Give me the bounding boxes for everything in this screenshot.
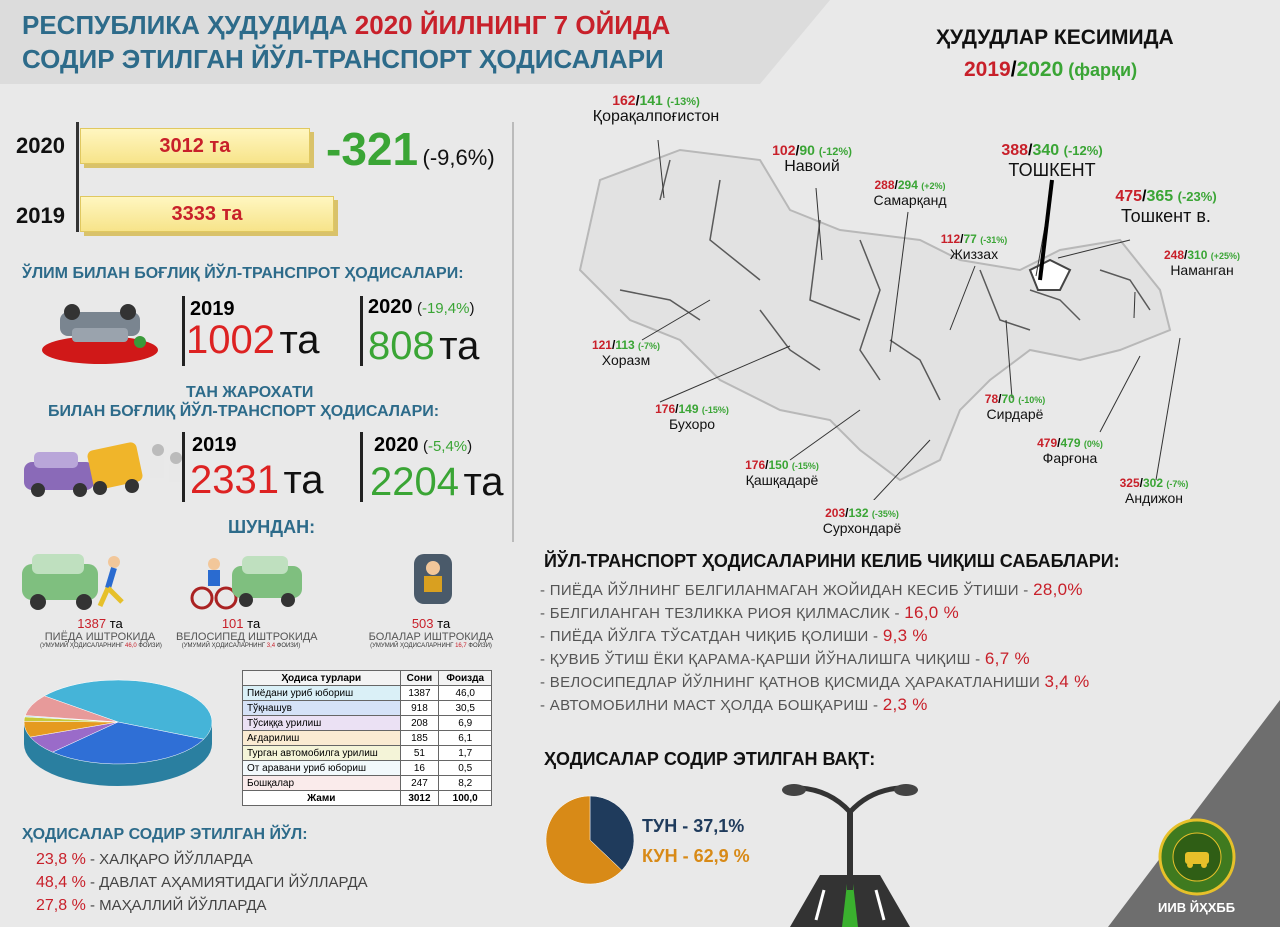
injuries-2019-value: 2331 та (190, 458, 324, 502)
injuries-2019-year: 2019 (192, 434, 237, 456)
uzbekistan-map (560, 120, 1210, 500)
shundan-item-children: 503 та БОЛАЛАР ИШТРОКИДА (УМУМИЙ ҲОДИСАЛАРНИНГ 16,7 ФОИЗИ) (368, 616, 494, 649)
street-lamp-road-illustration (770, 780, 930, 927)
region-values: 102/90 (-12%) (772, 142, 852, 158)
region-name: Сурхондарё (822, 520, 902, 536)
region-sir (985, 392, 1045, 422)
region-values: 479/479 (0%) (1037, 436, 1103, 450)
map-title: ҲУДУДЛАР КЕСИМИДА (936, 26, 1174, 49)
total-2020-bar: 3012 та (80, 128, 310, 164)
pedestrian-hit-icon (18, 548, 138, 614)
cause-item: - ПИЁДА ЙЎЛГА ТЎСАТДАН ЧИҚИБ ҚОЛИШИ - 9,3 % (540, 626, 928, 645)
region-name: Бухоро (668, 416, 716, 432)
region-jiz (941, 232, 1007, 262)
injuries-title-1: ТАН ЖАРОХАТИ (186, 384, 314, 401)
region-tosh (1001, 142, 1102, 181)
region-values: 121/113 (-7%) (591, 338, 661, 352)
child-seat-icon (408, 548, 460, 608)
diff-percent: (-9,6%) (422, 145, 495, 170)
total-2019-year: 2019 (16, 203, 65, 228)
page-title-line1: РЕСПУБЛИКА ҲУДУДИДА 2020 ЙИЛНИНГ 7 ОЙИДА (22, 10, 671, 40)
roads-item-international: 23,8 % - ХАЛҚАРО ЙЎЛЛАРДА (36, 851, 253, 868)
region-name: Самарқанд (873, 192, 947, 208)
region-values: 388/340 (-12%) (1001, 142, 1103, 159)
shundan-title: ШУНДАН: (228, 517, 316, 537)
region-name: Наманган (1170, 262, 1234, 278)
column-divider (512, 122, 514, 542)
region-name: Қашқадарё (745, 472, 819, 488)
region-name: Навоий (784, 158, 840, 175)
roads-item-local: 27,8 % - МАҲАЛЛИЙ ЙЎЛЛАРДА (36, 897, 267, 914)
time-title: ҲОДИСАЛАР СОДИР ЭТИЛГАН ВАҚТ: (544, 749, 876, 769)
region-name: ТОШКЕНТ (1008, 160, 1096, 180)
region-values: 78/70 (-10%) (984, 392, 1046, 406)
shundan-item-bicycle: 101 та ВЕЛОСИПЕД ИШТРОКИДА (УМУМИЙ ҲОДИСАЛАРНИНГ 3,4 ФОИЗИ) (176, 616, 318, 649)
day-night-pie (542, 792, 642, 892)
injuries-divider-2 (360, 432, 363, 502)
logo-caption: ИИВ ЙҲХББ (1158, 900, 1236, 915)
region-values: 288/294 (+2%) (874, 178, 946, 192)
roads-item-state: 48,4 % - ДАВЛАТ АҲАМИЯТИДАГИ ЙЎЛЛАРДА (36, 874, 368, 891)
cause-item: - ПИЁДА ЙЎЛНИНГ БЕЛГИЛАНМАГАН ЖОЙИДАН КЕСИБ ЎТИШИ - 28,0% (540, 580, 1083, 599)
region-values: 112/77 (-31%) (940, 232, 1008, 246)
region-values: 203/132 (-35%) (825, 506, 899, 520)
region-qash (745, 458, 819, 488)
region-values: 325/302 (-7%) (1119, 476, 1189, 490)
injuries-2020-year: 2020 (-5,4%) (374, 434, 473, 456)
injuries-title-2: БИЛАН БОҒЛИҚ ЙЎЛ-ТРАНСПОРТ ҲОДИСАЛАРИ: (48, 403, 440, 420)
region-values: 176/150 (-15%) (745, 458, 819, 472)
deaths-title: ЎЛИМ БИЛАН БОҒЛИҚ ЙЎЛ-ТРАНСПРОТ ҲОДИСАЛАРИ: (22, 265, 464, 282)
region-and (1120, 476, 1189, 506)
table-total-row: Жами 3012 100,0 (243, 791, 492, 806)
region-toshv (1115, 188, 1216, 227)
diff-value: -321 (326, 123, 419, 175)
region-name: Андижон (1125, 490, 1183, 506)
region-sur (823, 506, 901, 536)
region-values: 475/365 (-23%) (1115, 188, 1217, 205)
deaths-2019-year: 2019 (190, 298, 235, 320)
region-values: 248/310 (+25%) (1163, 248, 1241, 262)
region-far (1037, 436, 1103, 466)
region-name: Жиззах (949, 246, 999, 262)
deaths-divider-1 (182, 296, 185, 366)
region-name: Тошкент в. (1121, 206, 1211, 226)
map-subtitle: 2019/2020 (фарқи) (964, 58, 1138, 81)
header-band-edge (740, 0, 840, 84)
bicycle-hit-icon (188, 548, 308, 614)
region-qq (593, 92, 719, 126)
table-row: Бошқалар 247 8,2 (243, 776, 492, 791)
deaths-2019-value: 1002 та (186, 318, 320, 362)
table-row: Тўқнашув 918 30,5 (243, 701, 492, 716)
table-row: Тўсиққа урилиш 208 6,9 (243, 716, 492, 731)
causes-title: ЙЎЛ-ТРАНСПОРТ ҲОДИСАЛАРИНИ КЕЛИБ ЧИҚИШ САБАБЛАРИ: (544, 551, 1120, 571)
cause-item: - АВТОМОБИЛНИ МАСТ ҲОЛДА БОШҚАРИШ - 2,3 % (540, 695, 928, 714)
total-difference (326, 122, 495, 176)
totals-divider (76, 122, 79, 232)
region-bux (655, 402, 729, 432)
region-nam (1164, 248, 1240, 278)
table-row: От аравани уриб юбориш 16 0,5 (243, 761, 492, 776)
region-name: Фарғона (1042, 450, 1098, 466)
shundan-item-pedestrian: 1387 та ПИЁДА ИШТРОКИДА (УМУМИЙ ҲОДИСАЛАРНИНГ 46,0 ФОИЗИ) (40, 616, 162, 649)
incident-types-pie (18, 670, 218, 790)
traffic-police-emblem-icon (1158, 818, 1236, 896)
region-values: 162/141 (-13%) (612, 92, 700, 108)
cause-item: - ВЕЛОСИПЕДЛАР ЙЎЛНИНГ ҚАТНОВ ҚИСМИДА ҲАРАКАТЛАНИШИ 3,4 % (540, 672, 1090, 691)
region-values: 176/149 (-15%) (655, 402, 729, 416)
total-2019-bar: 3333 та (80, 196, 334, 232)
deaths-2020-year: 2020 (-19,4%) (368, 296, 475, 318)
table-row: Турган автомобилга урилиш 51 1,7 (243, 746, 492, 761)
total-2020-year: 2020 (16, 133, 65, 158)
region-nav (772, 142, 852, 176)
incident-types-table (242, 670, 492, 806)
cause-item: - БЕЛГИЛАНГАН ТЕЗЛИККА РИОЯ ҚИЛМАСЛИК - 16,0 % (540, 603, 959, 622)
deaths-divider-2 (360, 296, 363, 366)
page-title-line2: СОДИР ЭТИЛГАН ЙЎЛ-ТРАНСПОРТ ҲОДИСАЛАРИ (22, 44, 664, 74)
car-collision-icon (20, 436, 185, 498)
injuries-2020-value: 2204 та (370, 460, 504, 504)
region-name: Сирдарё (986, 406, 1044, 422)
roads-title: ҲОДИСАЛАР СОДИР ЭТИЛГАН ЙЎЛ: (22, 826, 308, 843)
table-row: Пиёдани уриб юбориш 1387 46,0 (243, 686, 492, 701)
deaths-2020-value: 808 та (368, 324, 480, 368)
cause-item: - ҚУВИБ ЎТИШ ЁКИ ҚАРАМА-ҚАРШИ ЙЎНАЛИШГА ЧИҚИШ - 6,7 % (540, 649, 1030, 668)
crash-overturned-car-icon (40, 298, 180, 368)
region-name: Хоразм (601, 352, 651, 368)
region-name: Қорақалпоғистон (592, 108, 720, 125)
region-sam (873, 178, 946, 208)
table-header-row: Ҳодиса турлари Сони Фоизда (243, 671, 492, 686)
injuries-divider-1 (182, 432, 185, 502)
region-xor (592, 338, 660, 368)
table-row: Ағдарилиш 185 6,1 (243, 731, 492, 746)
day-share: КУН - 62,9 % (642, 846, 750, 866)
night-share: ТУН - 37,1% (642, 816, 745, 836)
